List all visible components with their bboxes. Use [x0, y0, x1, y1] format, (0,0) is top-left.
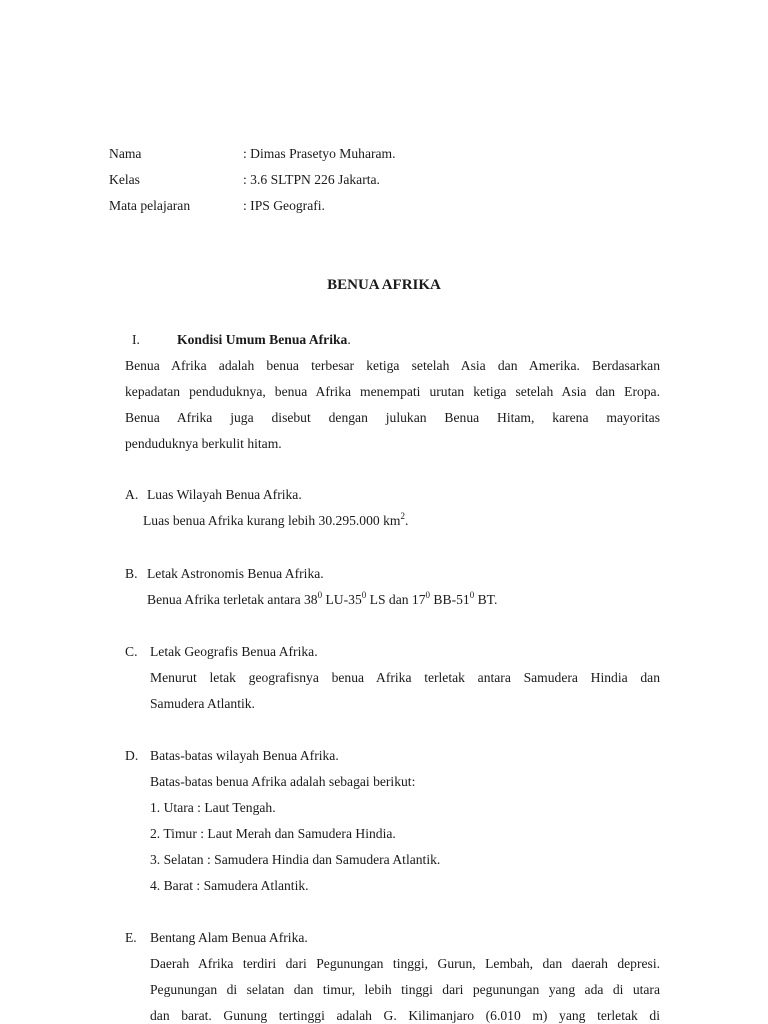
section1-para-line: Benua Afrika juga disebut dengan julukan Benua Hitam, karena mayoritas: [125, 410, 660, 425]
border-item: 4. Barat : Samudera Atlantik.: [150, 878, 309, 893]
border-item: 3. Selatan : Samudera Hindia dan Samudera Atlantik.: [150, 852, 441, 867]
area-text: [143, 513, 408, 529]
section-letter: C.: [125, 644, 138, 659]
name-value: : Dimas Prasetyo Muharam.: [243, 146, 396, 161]
astro-part: BT.: [474, 592, 498, 607]
name-label: Nama: [109, 146, 142, 161]
degree-sup: 0: [469, 590, 475, 600]
section-heading: Bentang Alam Benua Afrika.: [150, 930, 308, 945]
area-text-end: .: [404, 513, 409, 528]
geografis-line: Menurut letak geografisnya benua Afrika terletak antara Samudera Hindia dan: [150, 670, 660, 685]
astro-part: LS dan 17: [366, 592, 426, 607]
astro-part: BB-51: [430, 592, 470, 607]
degree-sup: 0: [361, 590, 367, 600]
section-heading: Luas Wilayah Benua Afrika.: [147, 487, 302, 502]
section-heading-period: .: [347, 332, 351, 347]
section-heading: Letak Geografis Benua Afrika.: [150, 644, 318, 659]
page-title: BENUA AFRIKA: [327, 277, 441, 293]
section-heading: [177, 332, 351, 348]
section1-para-line: Benua Afrika adalah benua terbesar ketiga setelah Asia dan Amerika. Berdasarkan: [125, 358, 660, 373]
astro-part: Benua Afrika terletak antara 38: [147, 592, 318, 607]
section-heading: Letak Astronomis Benua Afrika.: [147, 566, 324, 581]
subject-value: : IPS Geografi.: [243, 198, 325, 213]
section-letter: B.: [125, 566, 138, 581]
section-numeral: I.: [132, 332, 140, 347]
section-letter: E.: [125, 930, 137, 945]
area-text-main: Luas benua Afrika kurang lebih 30.295.000 km: [143, 513, 401, 528]
area-superscript: 2: [400, 511, 405, 521]
border-item: 1. Utara : Laut Tengah.: [150, 800, 276, 815]
degree-sup: 0: [425, 590, 431, 600]
astronomic-text: [147, 592, 497, 608]
section-heading-text: Kondisi Umum Benua Afrika: [177, 332, 348, 347]
landscape-line: Daerah Afrika terdiri dari Pegunungan tinggi, Gurun, Lembah, dan daerah depresi.: [150, 956, 660, 971]
section1-para-line: penduduknya berkulit hitam.: [125, 436, 282, 451]
landscape-line: Pegunungan di selatan dan timur, lebih tinggi dari pegunungan yang ada di utara: [150, 982, 660, 997]
section-letter: A.: [125, 487, 139, 502]
section-heading: Batas-batas wilayah Benua Afrika.: [150, 748, 339, 763]
section1-para-line: kepadatan penduduknya, benua Afrika menempati urutan ketiga setelah Asia dan Eropa.: [125, 384, 660, 399]
subject-label: Mata pelajaran: [109, 198, 191, 213]
landscape-line: dan barat. Gunung tertinggi adalah G. Kilimanjaro (6.010 m) yang terletak di: [150, 1008, 660, 1023]
border-item: 2. Timur : Laut Merah dan Samudera Hindia.: [150, 826, 396, 841]
section-letter: D.: [125, 748, 139, 763]
degree-sup: 0: [317, 590, 323, 600]
class-value: : 3.6 SLTPN 226 Jakarta.: [243, 172, 380, 187]
astro-part: LU-35: [322, 592, 362, 607]
geografis-line: Samudera Atlantik.: [150, 696, 255, 711]
borders-intro: Batas-batas benua Afrika adalah sebagai berikut:: [150, 774, 416, 789]
class-label: Kelas: [109, 172, 140, 187]
